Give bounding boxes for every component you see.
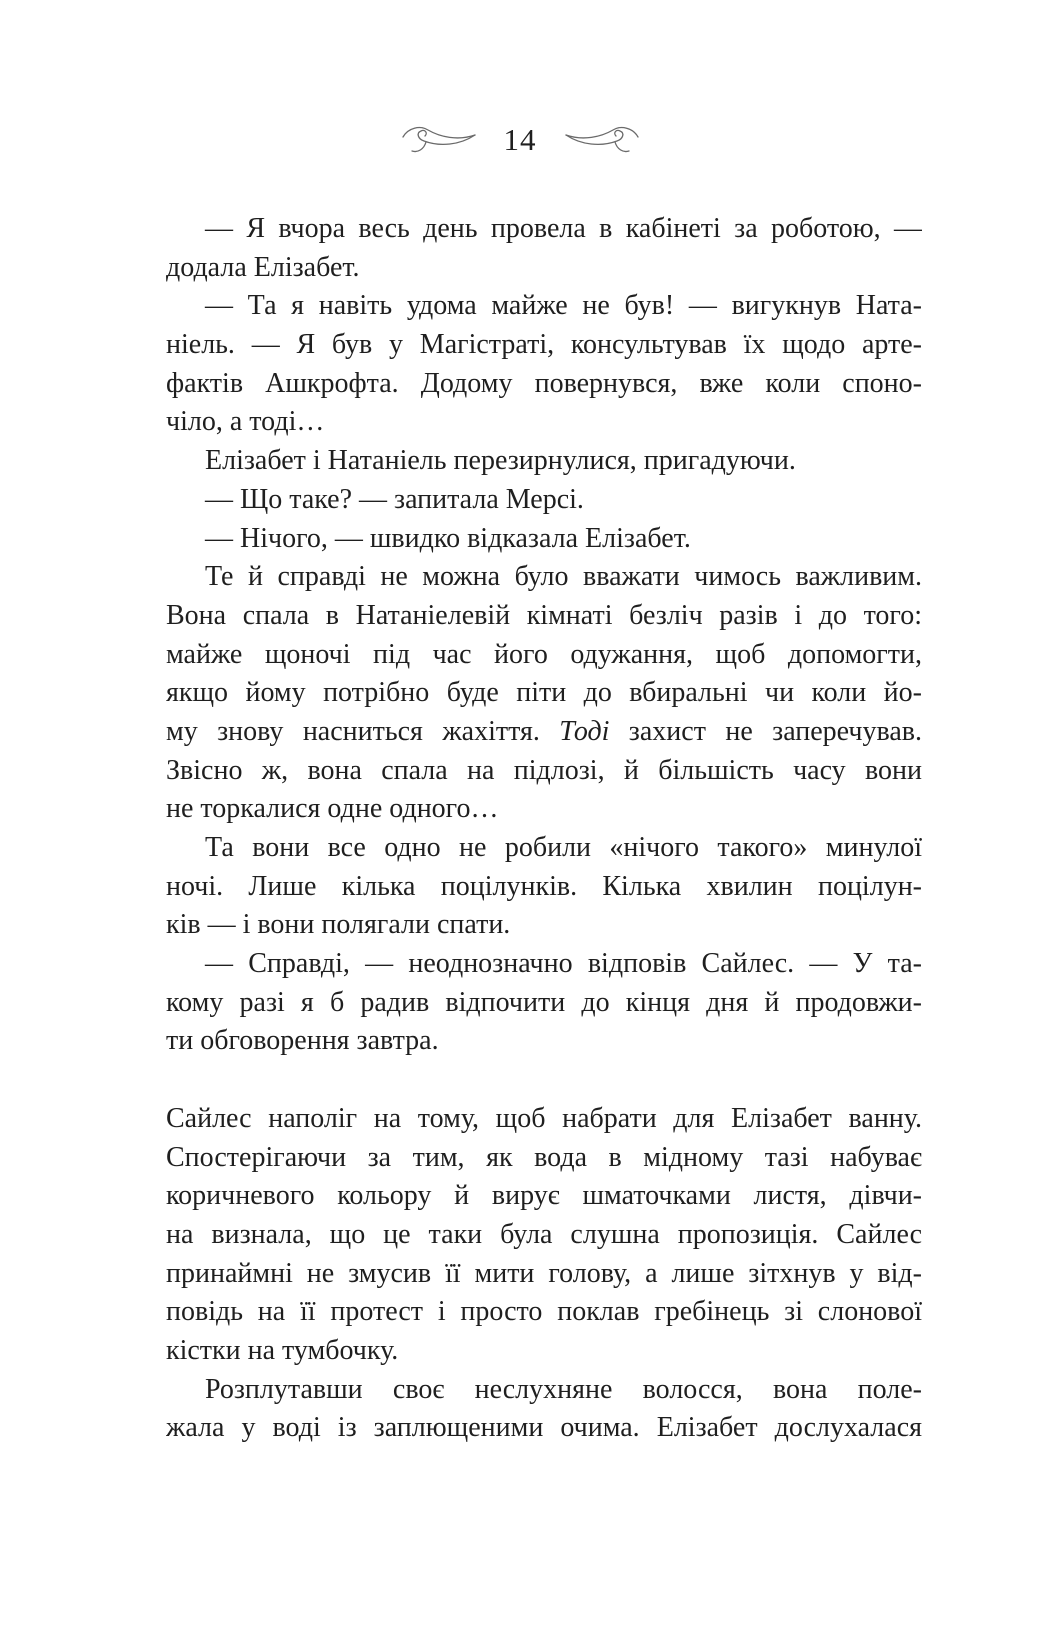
text-line: жала у воді із заплющеними очима. Елізабет дослухалася: [166, 1412, 922, 1444]
text-line: — Що таке? — запитала Мерсі.: [205, 483, 584, 515]
flourish-right-icon: [563, 122, 641, 158]
text-line: ніель. — Я був у Магістраті, консультував їх щодо арте-: [166, 329, 922, 361]
page-header: [0, 118, 1040, 162]
text-segment: захист не заперечував.: [609, 715, 922, 747]
text-line: Та вони все одно не робили «нічого такого» минулої: [205, 832, 922, 863]
text-line: Звісно ж, вона спала на підлозі, й більшість часу вони: [166, 754, 922, 786]
paragraph: [166, 558, 922, 829]
text-line: ків — і вони полягали спати.: [166, 909, 511, 941]
paragraph: [166, 1100, 922, 1371]
text-line: принаймні не змусив її мити голову, а лише зітхнув у від-: [166, 1257, 922, 1289]
paragraph: [166, 829, 922, 945]
text-line: кому разі я б радив відпочити до кінця дня й продовжи-: [166, 986, 922, 1018]
text-line: — Справді, — неоднозначно відповів Сайлес. — У та-: [205, 948, 922, 980]
page-number: 14: [503, 122, 537, 157]
text-line: — Я вчора весь день провела в кабінеті за роботою, —: [205, 213, 922, 244]
italic-text: Тоді: [559, 715, 610, 747]
text-line: не торкалися одне одного…: [166, 793, 499, 825]
text-line: повідь на її протест і просто поклав гребінець зі слонової: [166, 1296, 922, 1328]
text-line: якщо йому потрібно буде піти до вбиральні чи коли йо-: [166, 677, 922, 709]
text-line: [166, 713, 922, 752]
text-line: додала Елізабет.: [166, 251, 360, 283]
text-line: — Та я навіть удома майже не був! — вигукнув Ната-: [205, 290, 922, 322]
text-line: Спостерігаючи за тим, як вода в мідному тазі набуває: [166, 1141, 922, 1173]
paragraph: [166, 287, 922, 442]
text-line: Елізабет і Натаніель перезирнулися, пригадуючи.: [205, 445, 796, 477]
text-line: Сайлес наполіг на тому, щоб набрати для Елізабет ванну.: [166, 1102, 922, 1134]
text-line: чіло, а тоді…: [166, 406, 325, 438]
text-line: ночі. Лише кілька поцілунків. Кілька хвилин поцілун-: [166, 870, 922, 902]
paragraph: [166, 520, 922, 559]
text-line: на визнала, що це таки була слушна пропозиція. Сайлес: [166, 1218, 922, 1250]
flourish-left-icon: [400, 122, 478, 158]
paragraph: [166, 481, 922, 520]
text-line: Розплутавши своє неслухняне волосся, вона поле-: [205, 1373, 922, 1405]
text-block: [166, 210, 922, 1448]
text-line: Вона спала в Натаніелевій кімнаті безліч разів і до того:: [166, 599, 922, 631]
text-line: коричневого кольору й вирує шматочками листя, дівчи-: [166, 1180, 922, 1212]
paragraph: [166, 945, 922, 1061]
paragraph: [166, 210, 922, 287]
text-line: Те й справді не можна було вважати чимось важливим.: [205, 561, 922, 593]
text-line: — Нічого, — швидко відказала Елізабет.: [205, 522, 691, 554]
text-segment: му знову насниться жахіття.: [166, 715, 560, 747]
text-line: майже щоночі під час його одужання, щоб допомогти,: [166, 638, 922, 670]
text-line: кістки на тумбочку.: [166, 1334, 399, 1366]
paragraph: [166, 442, 922, 481]
text-line: фактів Ашкрофта. Додому повернувся, вже коли споно-: [166, 367, 922, 399]
paragraph: [166, 1371, 922, 1448]
text-line: ти обговорення завтра.: [166, 1025, 439, 1057]
